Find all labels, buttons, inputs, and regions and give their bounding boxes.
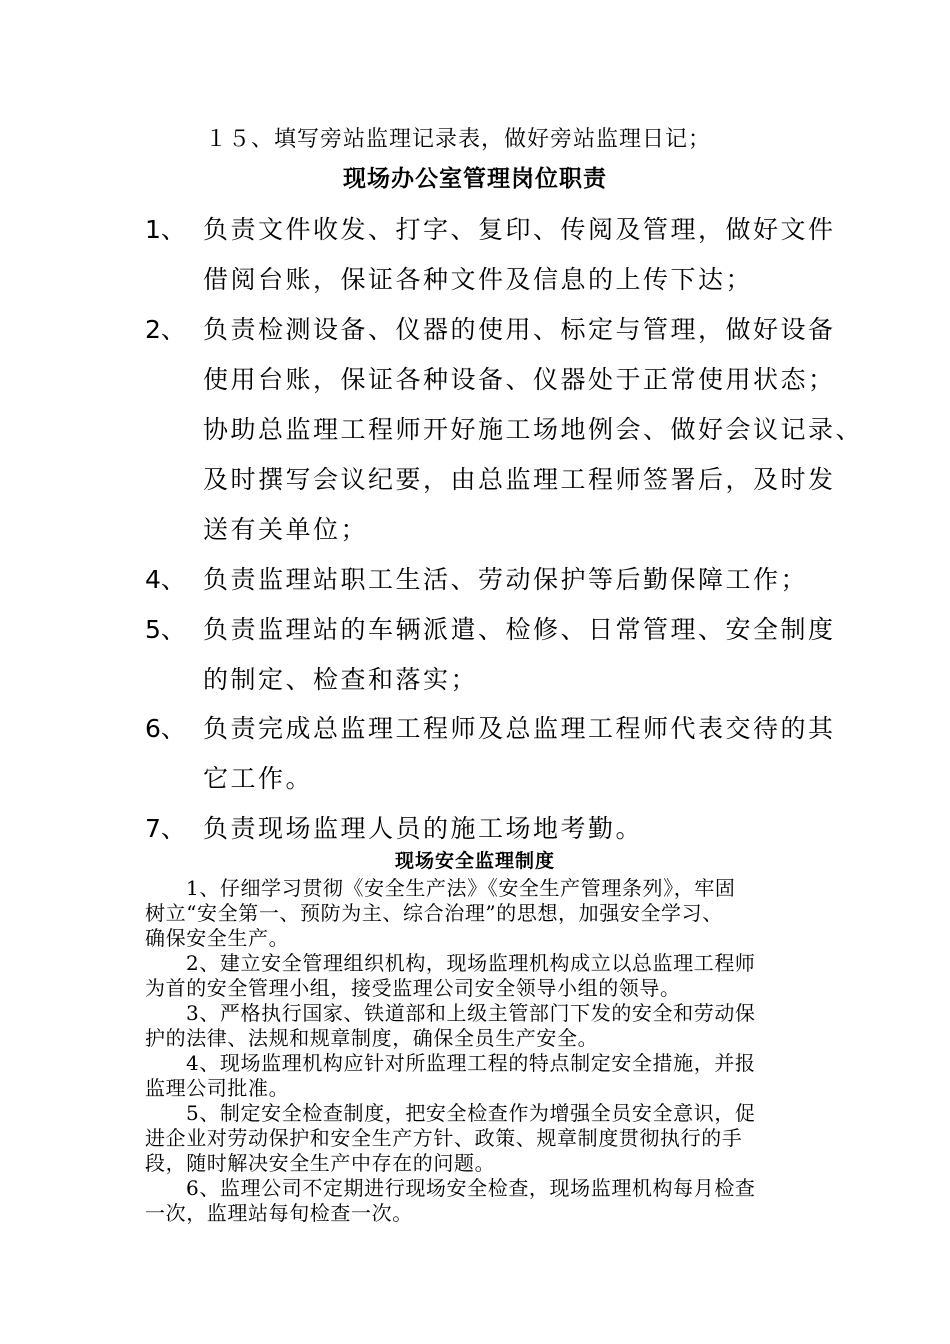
rule-text-line: 为首的安全管理小组，接受监理公司安全领导小组的领导。 bbox=[145, 976, 681, 1000]
duty-text-line: 负责文件收发、打字、复印、传阅及管理，做好文件 bbox=[203, 215, 836, 244]
rule-text-line: 确保安全生产。 bbox=[145, 926, 290, 950]
duty-text-line: 负责完成总监理工程师及总监理工程师代表交待的其 bbox=[203, 714, 836, 743]
rule-text-line: 3、严格执行国家、铁道部和上级主管部门下发的安全和劳动保 bbox=[186, 1001, 756, 1025]
duty-text-line: 借阅台账，保证各种文件及信息的上传下达； bbox=[203, 265, 754, 294]
duty-text-line: 及时撰写会议纪要，由总监理工程师签署后，及时发 bbox=[203, 465, 836, 494]
duty-number: 2、 bbox=[145, 315, 186, 344]
section-title-office-duties: 现场办公室管理岗位职责 bbox=[343, 165, 607, 192]
section-title-safety-rules: 现场安全监理制度 bbox=[394, 850, 555, 872]
duty-number: 6、 bbox=[145, 714, 186, 743]
rule-text-line: 5、制定安全检查制度，把安全检查作为增强全员安全意识，促 bbox=[186, 1101, 756, 1125]
duty-text-line: 协助总监理工程师开好施工场地例会、做好会议记录、 bbox=[203, 415, 864, 444]
rule-text-line: 2、建立安全管理组织机构，现场监理机构成立以总监理工程师 bbox=[186, 951, 756, 975]
duty-text-line: 负责检测设备、仪器的使用、标定与管理，做好设备 bbox=[203, 315, 836, 344]
duty-number: 4、 bbox=[145, 565, 186, 594]
duty-number: 5、 bbox=[145, 615, 186, 644]
duty-number: 1、 bbox=[145, 215, 186, 244]
rule-text-line: 段，随时解决安全生产中存在的问题。 bbox=[145, 1151, 496, 1175]
duty-text-line: 负责监理站职工生活、劳动保护等后勤保障工作； bbox=[203, 565, 809, 594]
rule-text-line: 树立“安全第一、预防为主、综合治理”的思想，加强安全学习、 bbox=[145, 901, 723, 925]
intro-line: １５、填写旁站监理记录表，做好旁站监理日记； bbox=[205, 127, 712, 152]
duty-number: 7、 bbox=[145, 814, 186, 843]
rule-text-line: 一次，监理站每旬检查一次。 bbox=[145, 1201, 413, 1225]
rule-text-line: 进企业对劳动保护和安全生产方针、政策、规章制度贯彻执行的手 bbox=[145, 1126, 743, 1150]
duty-text-line: 使用台账，保证各种设备、仪器处于正常使用状态； bbox=[203, 365, 836, 394]
rule-text-line: 1、仔细学习贯彻《安全生产法》《安全生产管理条列》，牢固 bbox=[186, 876, 736, 900]
duty-text-line: 的制定、检查和落实； bbox=[203, 665, 479, 694]
duty-text-line: 负责现场监理人员的施工场地考勤。 bbox=[203, 814, 644, 843]
rule-text-line: 6、监理公司不定期进行现场安全检查，现场监理机构每月检查 bbox=[186, 1176, 756, 1200]
duty-text-line: 它工作。 bbox=[203, 764, 314, 793]
rule-text-line: 4、现场监理机构应针对所监理工程的特点制定安全措施，并报 bbox=[186, 1051, 756, 1075]
rule-text-line: 监理公司批准。 bbox=[145, 1076, 290, 1100]
duty-text-line: 送有关单位； bbox=[203, 515, 369, 544]
rule-text-line: 护的法律、法规和规章制度，确保全员生产安全。 bbox=[145, 1026, 599, 1050]
duty-text-line: 负责监理站的车辆派遣、检修、日常管理、安全制度 bbox=[203, 615, 836, 644]
